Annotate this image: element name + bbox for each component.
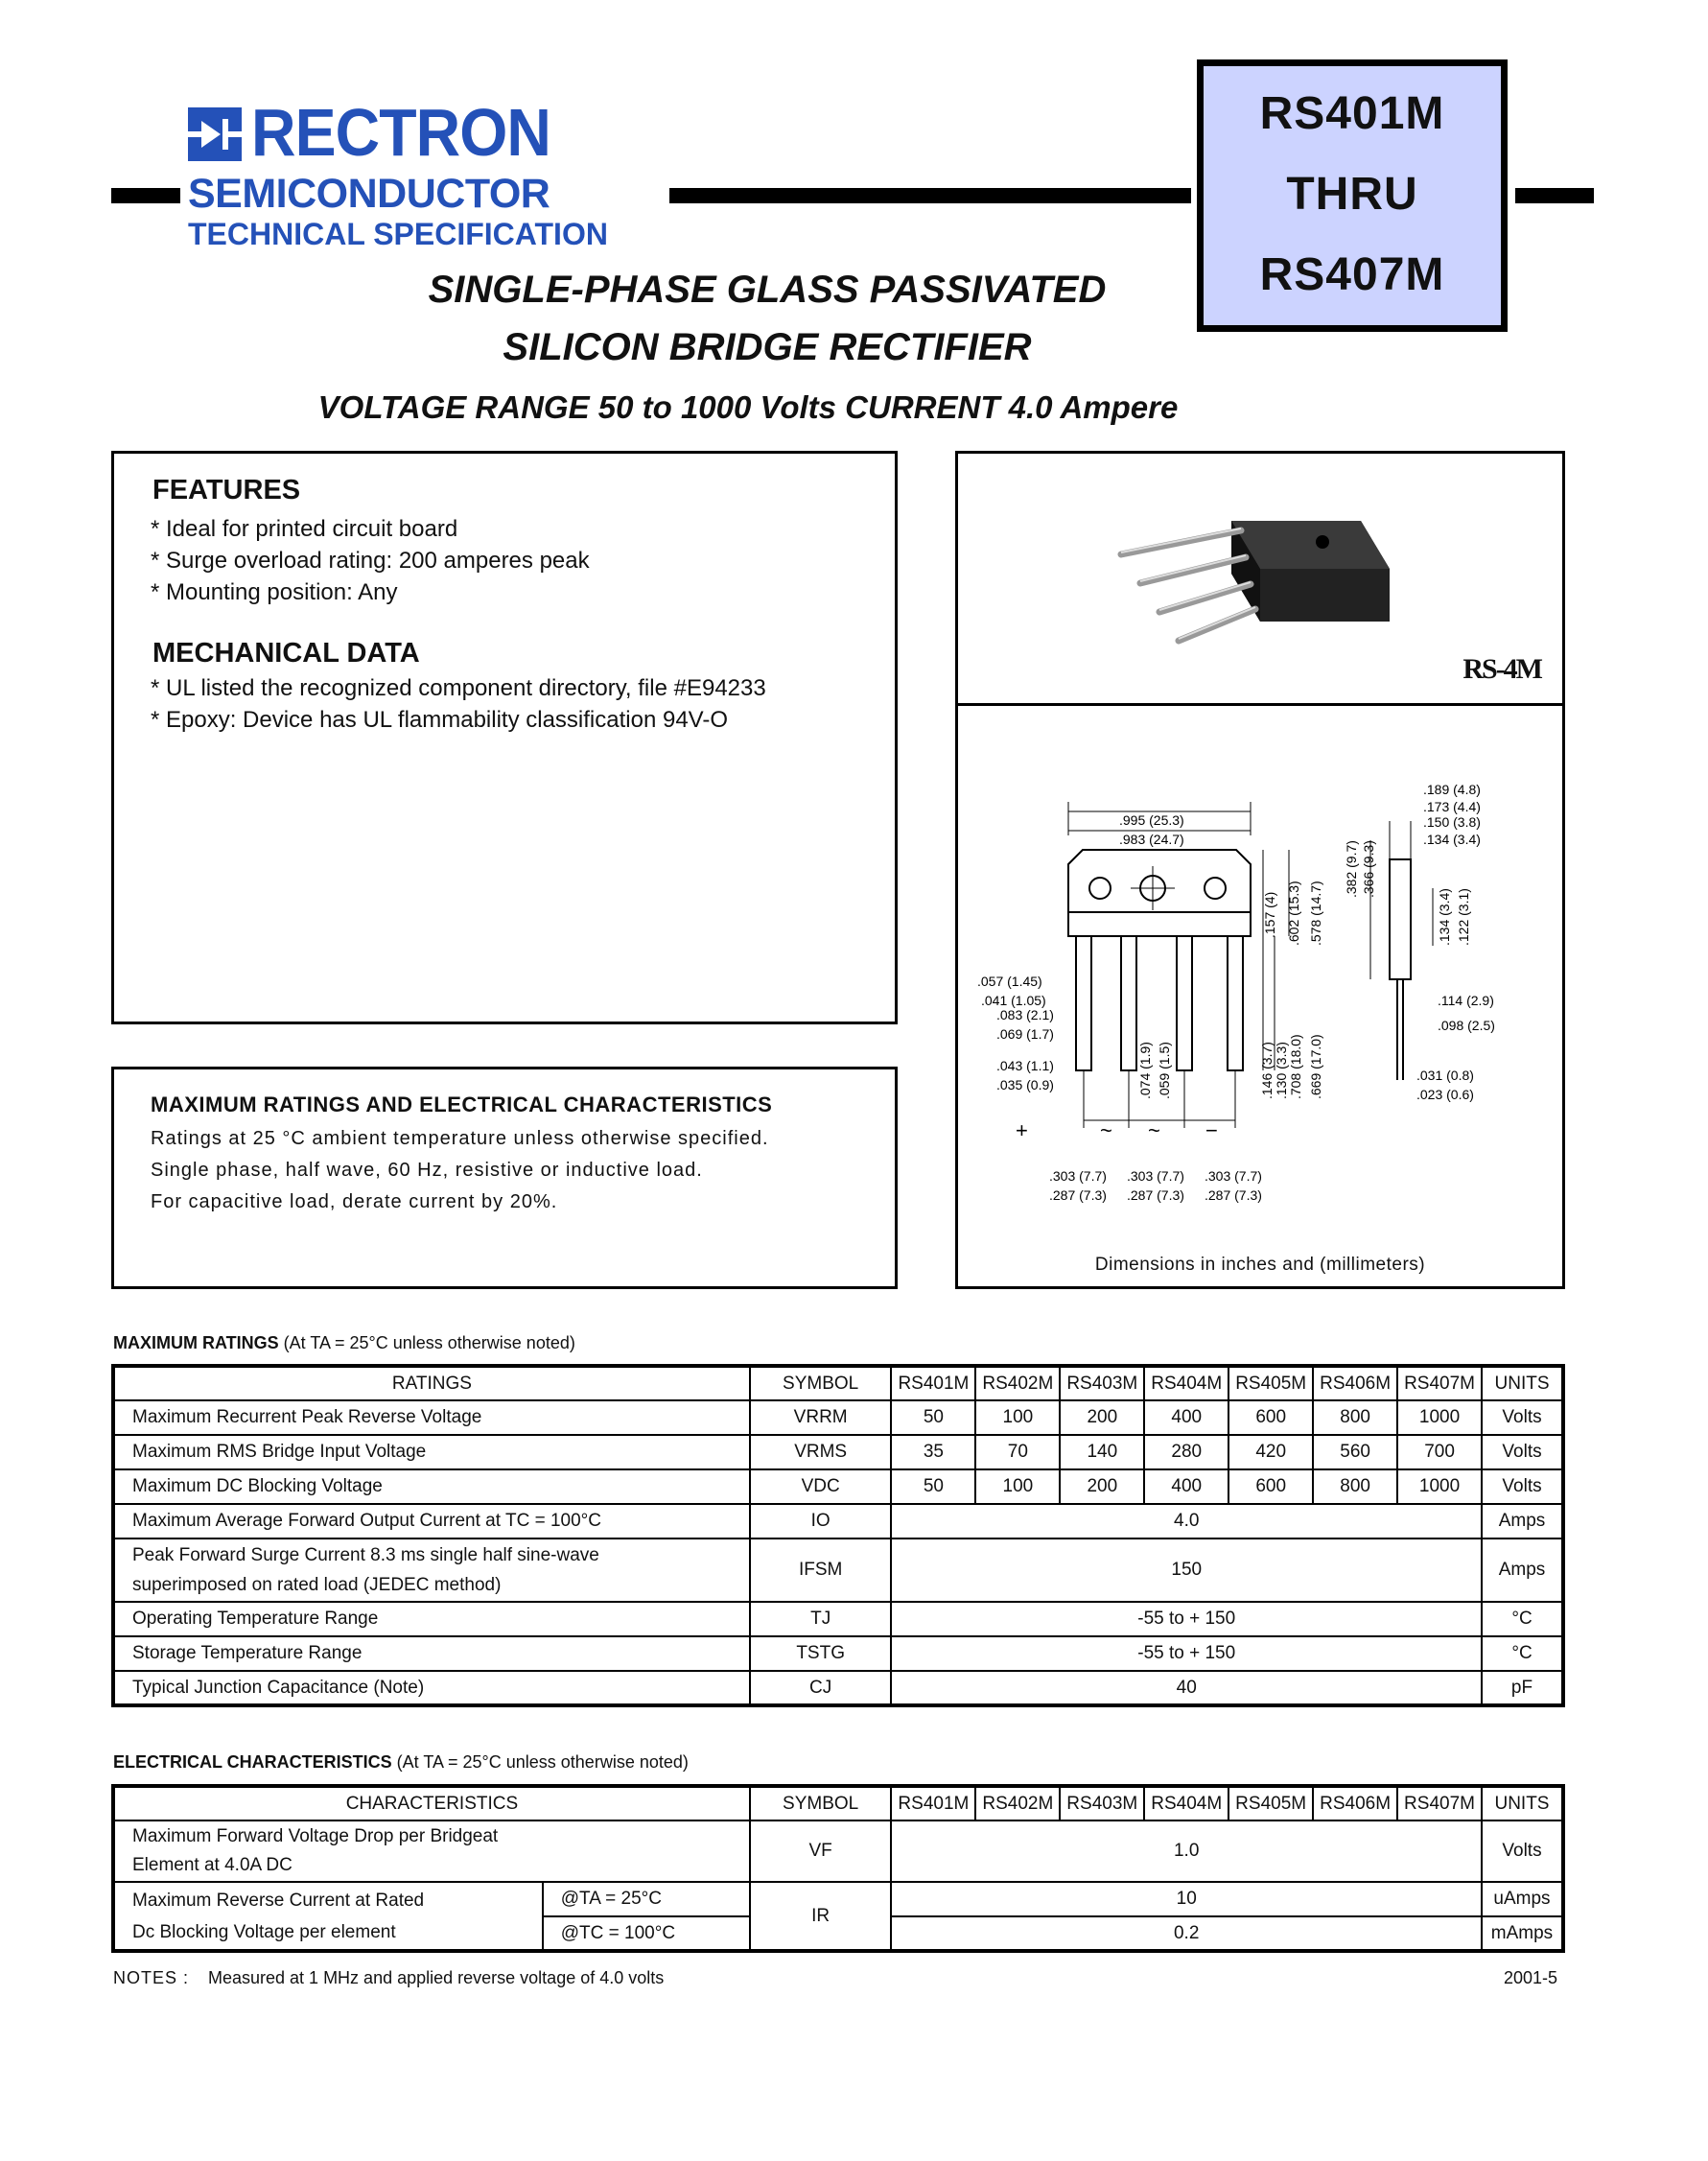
column-header: UNITS xyxy=(1482,1366,1563,1400)
dim-label: .074 (1.9) xyxy=(1137,1042,1153,1099)
column-header: RS401M xyxy=(891,1366,975,1400)
column-header: RS405M xyxy=(1228,1786,1313,1820)
rating-value: 600 xyxy=(1228,1469,1313,1504)
dim-label: .083 (2.1) xyxy=(996,1007,1054,1022)
dim-label: .023 (0.6) xyxy=(1416,1087,1474,1102)
rating-value: 400 xyxy=(1144,1400,1228,1435)
rating-name: Maximum Average Forward Output Current at TC = 100°C xyxy=(113,1504,750,1539)
table-row xyxy=(113,1504,1563,1539)
char-condition: @TC = 100°C xyxy=(543,1916,750,1951)
features-heading: FEATURES xyxy=(152,475,301,505)
mechanical-heading: MECHANICAL DATA xyxy=(152,638,420,669)
dim-label: .069 (1.7) xyxy=(996,1026,1054,1042)
rating-name: Maximum Recurrent Peak Reverse Voltage xyxy=(113,1400,750,1435)
pin-plus-label: + xyxy=(1016,1118,1028,1142)
column-header: RS405M xyxy=(1228,1366,1313,1400)
revision-date: 2001-5 xyxy=(1504,1968,1558,1987)
dim-label: .602 (15.3) xyxy=(1286,881,1301,946)
char-name xyxy=(113,1882,543,1951)
rating-symbol: CJ xyxy=(750,1671,892,1705)
rating-value: 50 xyxy=(891,1469,975,1504)
elec-char-label-note: (At TA = 25°C unless otherwise noted) xyxy=(391,1752,689,1772)
elec-char-table xyxy=(111,1784,1565,1953)
part-to: RS407M xyxy=(1259,249,1445,300)
char-value: 0.2 xyxy=(891,1916,1482,1951)
rating-value: -55 to + 150 xyxy=(891,1602,1482,1636)
table-header-row xyxy=(113,1366,1563,1400)
column-header: RS407M xyxy=(1397,1366,1482,1400)
dimension-drawing xyxy=(958,706,1562,1286)
rectron-logo-icon xyxy=(188,107,242,161)
column-header: RS403M xyxy=(1060,1786,1144,1820)
column-header: SYMBOL xyxy=(750,1786,892,1820)
elec-char-label xyxy=(113,1752,689,1773)
table-row xyxy=(113,1469,1563,1504)
rating-symbol: IFSM xyxy=(750,1539,892,1602)
package-name: RS-4M xyxy=(1462,653,1541,685)
brand-division: SEMICONDUCTOR xyxy=(188,171,550,217)
dim-label: .995 (25.3) xyxy=(1119,812,1184,828)
column-header: RS407M xyxy=(1397,1786,1482,1820)
table-row xyxy=(113,1671,1563,1705)
column-header: RS403M xyxy=(1060,1366,1144,1400)
dim-label: .031 (0.8) xyxy=(1416,1068,1474,1083)
char-name-line2: Dc Blocking Voltage per element xyxy=(132,1921,396,1942)
table-row xyxy=(113,1602,1563,1636)
rating-name-line2: superimposed on rated load (JEDEC method) xyxy=(132,1575,502,1595)
dim-label: .287 (7.3) xyxy=(1205,1187,1262,1203)
pin-minus-label: − xyxy=(1205,1118,1218,1142)
rating-unit: Volts xyxy=(1482,1469,1563,1504)
voltage-current-range: VOLTAGE RANGE 50 to 1000 Volts CURRENT 4.0 Ampere xyxy=(317,389,1179,425)
rating-value: 70 xyxy=(975,1435,1060,1469)
dim-label: .035 (0.9) xyxy=(996,1077,1054,1092)
rating-value: 35 xyxy=(891,1435,975,1469)
rating-value: 140 xyxy=(1060,1435,1144,1469)
dim-label: .578 (14.7) xyxy=(1308,881,1323,946)
doc-subtitle: TECHNICAL SPECIFICATION xyxy=(188,217,608,251)
dim-label: .382 (9.7) xyxy=(1344,840,1359,898)
rating-name: Operating Temperature Range xyxy=(113,1602,750,1636)
notes-label: NOTES : xyxy=(113,1968,190,1987)
char-name xyxy=(113,1820,750,1882)
dim-label: .134 (3.4) xyxy=(1423,832,1481,847)
dim-label: .130 (3.3) xyxy=(1274,1042,1289,1099)
column-header: RS406M xyxy=(1313,1786,1397,1820)
rating-name: Storage Temperature Range xyxy=(113,1636,750,1671)
brand-name: RECTRON xyxy=(251,95,550,170)
ratings-note-line: Ratings at 25 °C ambient temperature unless otherwise specified. xyxy=(151,1128,769,1149)
dim-label: .303 (7.7) xyxy=(1049,1168,1107,1184)
column-header: RS404M xyxy=(1144,1366,1228,1400)
table-row xyxy=(113,1400,1563,1435)
rating-symbol: VRMS xyxy=(750,1435,892,1469)
rating-value: 1000 xyxy=(1397,1469,1482,1504)
rating-value: 50 xyxy=(891,1400,975,1435)
header-rule-mid xyxy=(669,188,1191,203)
rating-unit: °C xyxy=(1482,1636,1563,1671)
rating-symbol: TSTG xyxy=(750,1636,892,1671)
ratings-note-line: For capacitive load, derate current by 20%. xyxy=(151,1191,558,1212)
feature-item: * Mounting position: Any xyxy=(151,579,398,605)
dim-label: .157 (4) xyxy=(1262,891,1277,938)
table-row xyxy=(113,1882,1563,1916)
dim-label: .098 (2.5) xyxy=(1438,1018,1495,1033)
rating-value: 200 xyxy=(1060,1400,1144,1435)
pin-ac-label: ~ xyxy=(1100,1118,1112,1142)
char-unit: Volts xyxy=(1482,1820,1563,1882)
column-header: RS402M xyxy=(975,1366,1060,1400)
dim-label: .287 (7.3) xyxy=(1127,1187,1184,1203)
dim-label: .059 (1.5) xyxy=(1157,1042,1172,1099)
dim-label: .366 (9.3) xyxy=(1361,840,1376,898)
rating-value: 40 xyxy=(891,1671,1482,1705)
column-header: RS404M xyxy=(1144,1786,1228,1820)
rating-value: 560 xyxy=(1313,1435,1397,1469)
rating-name: Maximum DC Blocking Voltage xyxy=(113,1469,750,1504)
ratings-note-line: Single phase, half wave, 60 Hz, resistive or inductive load. xyxy=(151,1160,703,1181)
rating-value: 100 xyxy=(975,1400,1060,1435)
rating-unit: °C xyxy=(1482,1602,1563,1636)
dim-label: .043 (1.1) xyxy=(996,1058,1054,1073)
char-name-line1: Maximum Reverse Current at Rated xyxy=(132,1890,425,1911)
dim-label: .287 (7.3) xyxy=(1049,1187,1107,1203)
part-thru: THRU xyxy=(1286,169,1418,220)
dim-label: .669 (17.0) xyxy=(1308,1034,1323,1099)
table-header-row xyxy=(113,1786,1563,1820)
column-header: UNITS xyxy=(1482,1786,1563,1820)
elec-char-label-bold: ELECTRICAL CHARACTERISTICS xyxy=(113,1752,392,1772)
char-unit: uAmps xyxy=(1482,1882,1563,1916)
table-row xyxy=(113,1636,1563,1671)
product-title-line2: SILICON BRIDGE RECTIFIER xyxy=(503,326,1032,368)
dim-label: .189 (4.8) xyxy=(1423,782,1481,797)
dimension-caption: Dimensions in inches and (millimeters) xyxy=(1094,1255,1426,1275)
rating-value: 700 xyxy=(1397,1435,1482,1469)
dim-label: .146 (3.7) xyxy=(1259,1042,1275,1099)
rating-value: 4.0 xyxy=(891,1504,1482,1539)
max-ratings-label-note: (At TA = 25°C unless otherwise noted) xyxy=(278,1333,575,1352)
char-symbol: IR xyxy=(750,1882,892,1951)
dim-label: .057 (1.45) xyxy=(977,974,1042,989)
column-header: RS402M xyxy=(975,1786,1060,1820)
dim-label: .983 (24.7) xyxy=(1119,832,1184,847)
column-header: RS401M xyxy=(891,1786,975,1820)
rating-name xyxy=(113,1539,750,1602)
dim-label: .114 (2.9) xyxy=(1438,993,1494,1008)
rating-symbol: IO xyxy=(750,1504,892,1539)
rating-value: 400 xyxy=(1144,1469,1228,1504)
pin-ac-label: ~ xyxy=(1148,1118,1160,1142)
feature-item: * Surge overload rating: 200 amperes peak xyxy=(151,548,590,574)
rating-name-line1: Peak Forward Surge Current 8.3 ms single half sine-wave xyxy=(132,1545,599,1565)
rating-unit: Amps xyxy=(1482,1504,1563,1539)
max-ratings-label xyxy=(113,1333,575,1353)
max-ratings-label-bold: MAXIMUM RATINGS xyxy=(113,1333,279,1352)
dim-label: .122 (3.1) xyxy=(1456,888,1471,946)
rating-value: 100 xyxy=(975,1469,1060,1504)
column-header: RATINGS xyxy=(113,1366,750,1400)
table-row xyxy=(113,1820,1563,1882)
rating-value: 280 xyxy=(1144,1435,1228,1469)
rating-value: 420 xyxy=(1228,1435,1313,1469)
dim-label: .708 (18.0) xyxy=(1288,1034,1303,1099)
mechanical-item: * Epoxy: Device has UL flammability classification 94V-O xyxy=(151,707,729,733)
dim-label: .173 (4.4) xyxy=(1423,799,1481,814)
char-value: 10 xyxy=(891,1882,1482,1916)
rating-value: 200 xyxy=(1060,1469,1144,1504)
rating-value: 800 xyxy=(1313,1400,1397,1435)
rating-value: 1000 xyxy=(1397,1400,1482,1435)
dim-label: .303 (7.7) xyxy=(1127,1168,1184,1184)
dim-label: .134 (3.4) xyxy=(1437,888,1452,946)
char-name-line1: Maximum Forward Voltage Drop per Bridgeat xyxy=(132,1826,499,1846)
rating-name: Typical Junction Capacitance (Note) xyxy=(113,1671,750,1705)
dimension-drawing-box xyxy=(955,703,1565,1289)
rating-symbol: VRRM xyxy=(750,1400,892,1435)
notes-text: Measured at 1 MHz and applied reverse voltage of 4.0 volts xyxy=(208,1968,665,1987)
char-unit: mAmps xyxy=(1482,1916,1563,1951)
mechanical-item: * UL listed the recognized component directory, file #E94233 xyxy=(151,675,766,701)
rating-unit: pF xyxy=(1482,1671,1563,1705)
header-rule-left xyxy=(111,188,180,203)
features-box xyxy=(111,451,898,1024)
rating-unit: Amps xyxy=(1482,1539,1563,1602)
feature-item: * Ideal for printed circuit board xyxy=(151,516,458,542)
ratings-note-heading: MAXIMUM RATINGS AND ELECTRICAL CHARACTERISTICS xyxy=(151,1092,773,1116)
char-name-line2: Element at 4.0A DC xyxy=(132,1855,292,1875)
header-rule-right xyxy=(1515,188,1594,203)
table-row xyxy=(113,1435,1563,1469)
rating-unit: Volts xyxy=(1482,1400,1563,1435)
char-condition: @TA = 25°C xyxy=(543,1882,750,1916)
column-header: RS406M xyxy=(1313,1366,1397,1400)
rating-unit: Volts xyxy=(1482,1435,1563,1469)
rating-value: -55 to + 150 xyxy=(891,1636,1482,1671)
dim-label: .303 (7.7) xyxy=(1205,1168,1262,1184)
rating-symbol: TJ xyxy=(750,1602,892,1636)
column-header: SYMBOL xyxy=(750,1366,892,1400)
product-title-line1: SINGLE-PHASE GLASS PASSIVATED xyxy=(428,269,1107,311)
rating-symbol: VDC xyxy=(750,1469,892,1504)
rating-value: 800 xyxy=(1313,1469,1397,1504)
ratings-note-box xyxy=(111,1067,898,1289)
rating-value: 150 xyxy=(891,1539,1482,1602)
char-value: 1.0 xyxy=(891,1820,1482,1882)
package-photo-image xyxy=(1111,492,1399,674)
table-row xyxy=(113,1539,1563,1602)
dim-label: .150 (3.8) xyxy=(1423,814,1481,830)
package-photo-box xyxy=(955,451,1565,706)
rating-value: 600 xyxy=(1228,1400,1313,1435)
dim-label: .041 (1.05) xyxy=(981,993,1046,1008)
part-from: RS401M xyxy=(1259,88,1445,139)
column-header: CHARACTERISTICS xyxy=(113,1786,750,1820)
max-ratings-table xyxy=(111,1364,1565,1707)
char-symbol: VF xyxy=(750,1820,892,1882)
rating-name: Maximum RMS Bridge Input Voltage xyxy=(113,1435,750,1469)
